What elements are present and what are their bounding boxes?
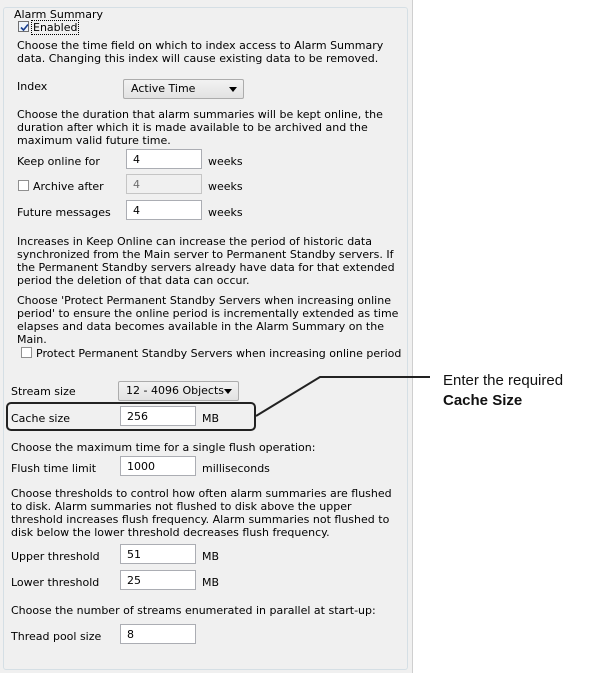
flush-time-label: Flush time limit [11, 462, 97, 475]
enabled-label[interactable]: Enabled [33, 21, 78, 34]
threshold-intro-text: Choose thresholds to control how often alarm summaries are flushed to disk. Alarm summaries not flushed to disk above the upper threshold increases flush frequency. Alarm summaries not flushed to disk below the lower threshold decreases flush frequency. [11, 487, 392, 539]
archive-after-unit: weeks [208, 180, 243, 193]
keep-online-unit: weeks [208, 155, 243, 168]
flush-intro-text: Choose the maximum time for a single flush operation: [11, 441, 316, 454]
stream-size-value: 12 - 4096 Objects [126, 384, 225, 397]
callout-line-2: Cache Size [443, 392, 523, 409]
streams-intro-text: Choose the number of streams enumerated in parallel at start-up: [11, 604, 376, 617]
duration-intro-text: Choose the duration that alarm summaries will be kept online, the duration after which it is made available to be archived and the maximum valid future time. [17, 108, 383, 147]
lower-threshold-unit: MB [202, 576, 220, 589]
callout-text [443, 371, 563, 411]
index-intro-text: Choose the time field on which to index access to Alarm Summary data. Changing this index will cause existing data to be removed. [17, 39, 384, 65]
keep-online-label: Keep online for [17, 155, 100, 168]
stream-size-label: Stream size [11, 385, 76, 398]
index-label: Index [17, 80, 48, 93]
flush-time-unit: milliseconds [202, 462, 270, 475]
group-title: Alarm Summary [14, 8, 104, 21]
future-messages-unit: weeks [208, 206, 243, 219]
lower-threshold-label: Lower threshold [11, 576, 100, 589]
thread-pool-label: Thread pool size [11, 630, 102, 643]
cache-size-unit: MB [202, 412, 220, 425]
protect-label: Protect Permanent Standby Servers when increasing online period [36, 347, 402, 360]
increase-note-text: Increases in Keep Online can increase the period of historic data synchronized from the Main server to Permanent Standby servers. If the Permanent Standby servers already have data for that extended period the deletion of that data can occur. [17, 235, 395, 287]
upper-threshold-unit: MB [202, 550, 220, 563]
upper-threshold-label: Upper threshold [11, 550, 100, 563]
future-messages-label: Future messages [17, 206, 111, 219]
protect-note-text: Choose 'Protect Permanent Standby Servers when increasing online period' to ensure the online period is incrementally extended as time elapses and data becomes available in the Alarm Summary on the Main. [17, 294, 399, 346]
cache-size-label: Cache size [11, 412, 71, 425]
callout-line-1: Enter the required [443, 372, 564, 389]
archive-after-label: Archive after [33, 180, 104, 193]
index-dropdown-value: Active Time [131, 82, 196, 95]
